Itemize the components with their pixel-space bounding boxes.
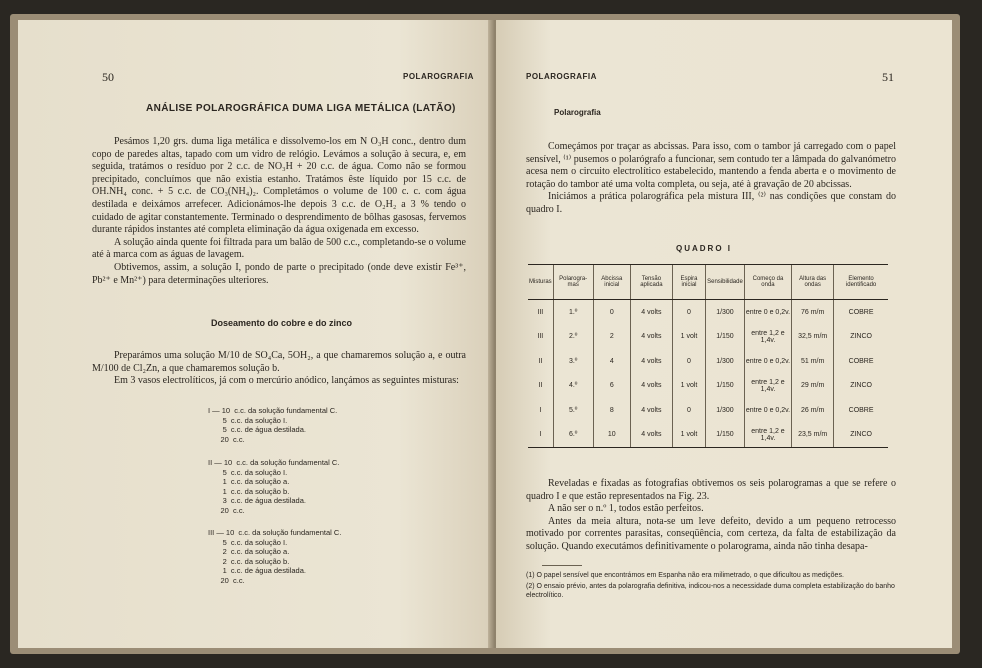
intro-text	[92, 136, 466, 287]
table-cell: 4 volts	[630, 325, 672, 350]
table-cell: 4	[593, 349, 630, 374]
results-text	[526, 478, 896, 554]
table-cell: III	[537, 333, 544, 341]
section-title: ANÁLISE POLAROGRÁFICA DUMA LIGA METÁLICA (LATÃO)	[146, 103, 456, 114]
table-cell: 6.º	[553, 423, 593, 448]
table-title: QUADRO I	[676, 244, 732, 253]
open-book	[10, 14, 960, 654]
table-cell: II	[538, 382, 543, 390]
paragraph: Obtivemos, assim, a solução I, pondo de parte o precipitado (onde deve existir Fe³⁺, Pb²⁺ e Mn²⁺) para determinações ulteriores.	[92, 261, 466, 286]
quadro-table-wrap	[528, 264, 888, 448]
table-cell: I	[539, 406, 542, 414]
table-cell: 10	[593, 423, 630, 448]
quadro-table	[528, 264, 888, 448]
table-cell: 3.º	[553, 349, 593, 374]
table-cell: 51 m/m	[792, 349, 834, 374]
page-number: 51	[882, 70, 894, 84]
table-cell: 1/150	[706, 325, 745, 350]
table-cell: 1/150	[706, 423, 745, 448]
column-header: Polarogra-mas	[553, 265, 593, 300]
mixture-iii: III — 10 c.c. da solução fundamental C. 5 c.c. da solução I. 2 c.c. da solução a. 2 c.c. da solução b. 1 c.c. de água destilada. 20 c.c.	[208, 528, 342, 585]
table-row	[528, 325, 888, 350]
table-cell: 32,5 m/m	[792, 325, 834, 350]
paragraph: Em 3 vasos electrolíticos, já com o mercúrio anódico, lançámos as seguintes misturas:	[114, 375, 459, 387]
paragraph: Começámos por traçar as abcissas. Para isso, com o tambor já carregado com o papel sensível, ⁽¹⁾ pusemos o polarógrafo a funcionar, sem contudo ter a lâmpada do galvanómetro acesa nem o circuito electrolítico estabelecido, mantendo a fenda aberta e o movimento de rotação do tambor até uma volta completa, ou seja, até à gravação de 20 abcissas.	[526, 141, 896, 190]
table-cell: II	[538, 357, 543, 365]
table-cell: 1/300	[706, 398, 745, 423]
table-cell: 4 volts	[630, 423, 672, 448]
column-header: Tensão aplicada	[630, 265, 672, 300]
table-cell: 1.º	[553, 300, 593, 325]
table-cell: 29 m/m	[792, 374, 834, 399]
table-cell: 76 m/m	[792, 300, 834, 325]
running-head: POLAROGRAFIA	[526, 72, 597, 81]
table-cell: III	[537, 308, 544, 316]
side-heading: Polarografia	[554, 108, 601, 117]
column-header: Elemento identificado	[834, 265, 888, 300]
table-cell: entre 1,2 e 1,4v.	[744, 423, 791, 448]
column-header: Sensibilidade	[706, 265, 745, 300]
column-header: Altura das ondas	[792, 265, 834, 300]
table-cell: entre 0 e 0,2v.	[744, 300, 791, 325]
table-cell: COBRE	[834, 349, 888, 374]
table-cell: 2	[593, 325, 630, 350]
table-row	[528, 374, 888, 399]
page-number: 50	[102, 70, 114, 84]
paragraph: A solução ainda quente foi filtrada para um balão de 500 c.c., completando-se o volume até à marca com as águas de lavagem.	[92, 236, 466, 261]
table-cell: 4 volts	[630, 398, 672, 423]
table-cell: entre 1,2 e 1,4v.	[744, 325, 791, 350]
left-page	[18, 20, 494, 648]
table-cell: COBRE	[834, 300, 888, 325]
table-cell: 0	[672, 349, 705, 374]
table-row	[528, 300, 888, 325]
table-cell: 1/300	[706, 349, 745, 374]
table-cell: 6	[593, 374, 630, 399]
table-cell: 2.º	[553, 325, 593, 350]
procedure-text	[526, 141, 896, 217]
table-row	[528, 423, 888, 448]
table-cell: COBRE	[834, 398, 888, 423]
footnote: (1) O papel sensível que encontrámos em Espanha não era milimetrado, o que dificultou as medições.	[526, 572, 844, 579]
table-cell: 1 volt	[672, 374, 705, 399]
mixture-i: I — 10 c.c. da solução fundamental C. 5 c.c. da solução I. 5 c.c. de água destilada. 20 c.c.	[208, 406, 338, 444]
running-head: POLAROGRAFIA	[403, 72, 474, 81]
table-cell: ZINCO	[834, 325, 888, 350]
mixture-ii: II — 10 c.c. da solução fundamental C. 5 c.c. da solução I. 1 c.c. da solução a. 1 c.c. da solução b. 3 c.c. de água destilada. 20 c.c.	[208, 458, 340, 515]
table-row	[528, 349, 888, 374]
table-cell: 4 volts	[630, 300, 672, 325]
table-cell: 4 volts	[630, 349, 672, 374]
column-header: Começo da onda	[744, 265, 791, 300]
footnote-rule	[542, 565, 582, 566]
table-cell: 0	[593, 300, 630, 325]
footnote: (2) O ensaio prévio, antes da polarografia definitiva, indicou-nos a necessidade duma completa estabilização do banho electrolítico.	[526, 583, 895, 599]
paragraph: A não ser o n.º 1, todos estão perfeitos.	[548, 503, 704, 515]
table-cell: 1 volt	[672, 325, 705, 350]
table-cell: 0	[672, 398, 705, 423]
table-cell: I	[528, 423, 553, 448]
footnotes	[526, 571, 896, 600]
paragraph: Reveladas e fixadas as fotografias obtivemos os seis polarogramas a que se refere o quadro I e que estão representados na Fig. 23.	[526, 478, 896, 502]
table-cell: 1/300	[706, 300, 745, 325]
table-row	[528, 398, 888, 423]
table-cell: 23,5 m/m	[792, 423, 834, 448]
right-page	[496, 20, 952, 648]
column-header: Espira inicial	[672, 265, 705, 300]
table-cell: entre 1,2 e 1,4v.	[744, 374, 791, 399]
table-cell: entre 0 e 0,2v.	[744, 398, 791, 423]
table-cell: 0	[672, 300, 705, 325]
table-cell: 8	[593, 398, 630, 423]
table-cell: ZINCO	[834, 423, 888, 448]
table-cell: 26 m/m	[792, 398, 834, 423]
paragraph: Pesámos 1,20 grs. duma liga metálica e dissolvemo-los em N O₃H conc., dentro dum copo de paredes altas, tapado com um vidro de relógio. Levámos a solução à secura, e, em seguida, tratámos o resíduo por 2 c.c. de NO₃H + 20 c.c. de água. Como não se formou precipitado, concluímos que não existia estanho. Tratámos êste líquido por 15 c.c. de OH.NH₄ conc. + 5 c.c. de CO₃(NH₄)₂. Completámos o volume de 100 c. c. com água destilada e deixámos arrefecer. Adicionámos-lhe depois 3 c.c. de O₂H₂ a 3 % tendo o cuidado de agitar constantemente. Terminado o desprendimento de bôlhas gasosas, fervemos durante rápidos instantes até completa eliminação da água oxigenada em excesso.	[92, 136, 466, 236]
table-cell: 4 volts	[630, 374, 672, 399]
paragraph: Antes da meia altura, nota-se um leve defeito, devido a um pequeno retrocesso motivado por correntes parasitas, conseqüência, com certeza, da falta de estabilização da solução. Quando executámos definitivamente o polarograma, ainda não tinha desapa-	[526, 515, 896, 552]
column-header: Misturas	[528, 265, 553, 300]
paragraph: Preparámos uma solução M/10 de SO₄Ca, 5OH₂, a que chamaremos solução a, e outra M/100 de Cl₂Zn, a que chamaremos solução b.	[92, 350, 466, 374]
table-header-row	[528, 265, 888, 300]
table-cell: ZINCO	[834, 374, 888, 399]
table-cell: 5.º	[553, 398, 593, 423]
table-cell: 1/150	[706, 374, 745, 399]
paragraph: Iniciámos a prática polarográfica pela mistura III, ⁽²⁾ nas condições que constam do quadro I.	[526, 191, 896, 215]
column-header: Abcissa inicial	[593, 265, 630, 300]
table-cell: 1 volt	[672, 423, 705, 448]
table-cell: entre 0 e 0,2v.	[744, 349, 791, 374]
subsection-title: Doseamento do cobre e do zinco	[211, 318, 353, 328]
preparation-text	[92, 350, 466, 388]
table-cell: 4.º	[553, 374, 593, 399]
